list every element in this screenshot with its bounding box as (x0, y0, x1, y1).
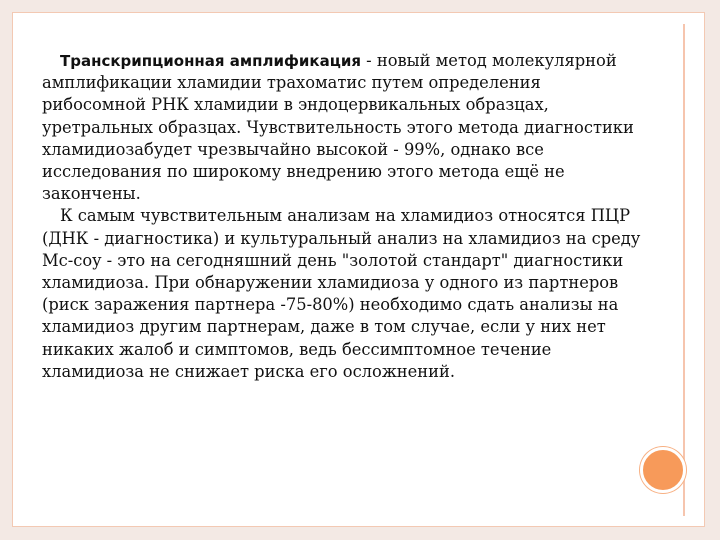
paragraph-transcription-amplification (42, 50, 642, 205)
decorative-orange-circle (640, 447, 686, 493)
paragraph-2-text: К самым чувствительным анализам на хламидиоз относятся ПЦР (ДНК - диагностика) и культуральный анализ на хламидиоз на среду Mc-coy - это на сегодняшний день "золотой стандарт" диагностики хламидиоза. При обнаружении хламидиоза у одного из партнеров (риск заражения партнера -75-80%) необходимо сдать анализы на хламидиоз другим партнерам, даже в том случае, если у них нет никаких жалоб и симптомов, ведь бессимптомное течение хламидиоза не снижает риска его осложнений. (42, 206, 641, 381)
slide-body-text (42, 50, 642, 383)
paragraph-sensitive-analyses (42, 205, 642, 383)
bold-term: Транскрипционная амплификация (60, 52, 361, 70)
paragraph-1-text: - новый метод молекулярной амплификации хламидии трахоматис путем определения рибосомной РНК хламидии в эндоцервикальных образцах, уретральных образцах. Чувствительность этого метода диагностики хламидиозабудет чрезвычайно высокой - 99%, однако все исследования по широкому внедрению этого метода ещё не закончены. (42, 51, 634, 204)
decorative-vertical-line (683, 24, 685, 516)
